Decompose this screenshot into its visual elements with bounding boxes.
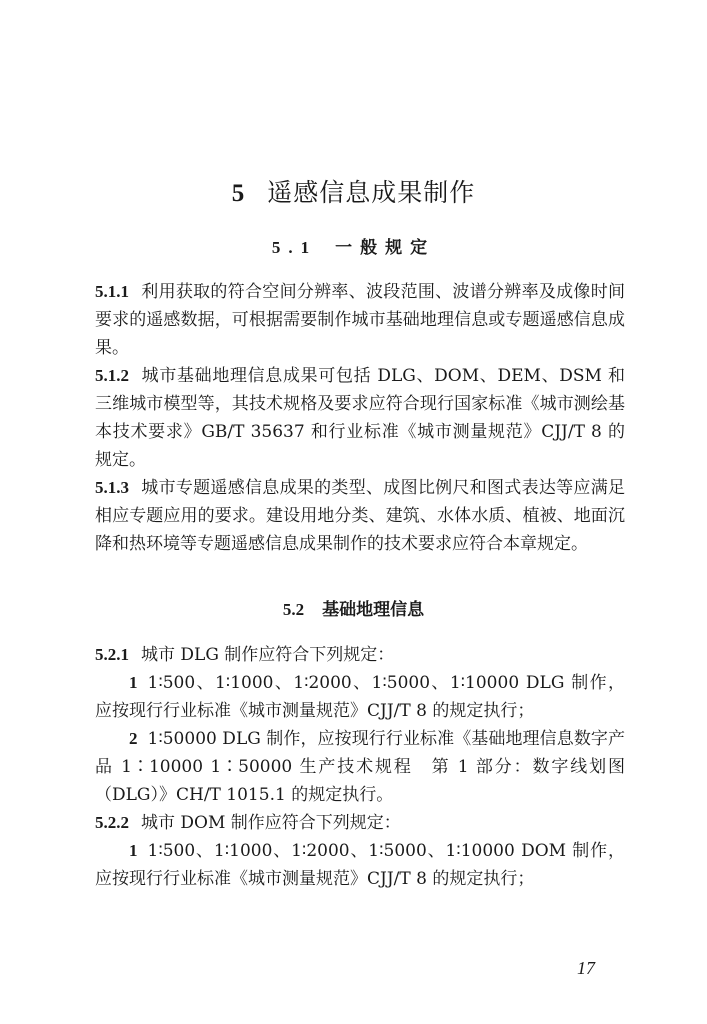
section-title-5-1 [0, 236, 707, 260]
section-title-text: 基础地理信息 [322, 600, 425, 620]
chapter-title-text: 遥感信息成果制作 [267, 178, 476, 207]
clause-5-1-3 [95, 474, 625, 558]
clause-text: 城市 DLG 制作应符合下列规定： [141, 645, 395, 665]
list-item [95, 669, 625, 725]
section-title-text: 一般规定 [335, 238, 436, 258]
chapter-number: 5 [231, 180, 246, 207]
clause-text: 城市 DOM 制作应符合下列规定： [141, 813, 401, 833]
clause-number: 5.2.1 [95, 645, 129, 664]
section-title-5-2 [0, 598, 707, 622]
item-number: 2 [129, 729, 138, 748]
clause-5-2-1 [95, 641, 625, 669]
section-5-1-body [95, 278, 625, 558]
section-number: 5.1 [271, 238, 318, 257]
item-number: 1 [129, 673, 138, 692]
clause-number: 5.2.2 [95, 813, 129, 832]
clause-text: 城市专题遥感信息成果的类型、成图比例尺和图式表达等应满足相应专题应用的要求。建设用地分类、建筑、水体水质、植被、地面沉降和热环境等专题遥感信息成果制作的技术要求应符合本章规定。 [95, 478, 625, 554]
item-number: 1 [129, 841, 138, 860]
page-number: 17 [577, 958, 595, 978]
clause-text: 城市基础地理信息成果可包括 DLG、DOM、DEM、DSM 和三维城市模型等，其技术规格及要求应符合现行国家标准《城市测绘基本技术要求》GB/T 35637 和行业标准《城市测量规范》CJJ/T 8 的规定。 [95, 366, 625, 470]
list-item [95, 837, 625, 893]
item-text: 1∶50000 DLG 制作，应按现行行业标准《基础地理信息数字产品 1∶10000 1∶50000 生产技术规程 第 1 部分：数字线划图（DLG）》CH/T 1015.1 的规定执行。 [95, 729, 625, 805]
clause-5-1-2 [95, 362, 625, 474]
clause-number: 5.1.2 [95, 366, 129, 385]
clause-5-1-1 [95, 278, 625, 362]
clause-5-2-2 [95, 809, 625, 837]
chapter-title [0, 176, 707, 211]
item-text: 1∶500、1∶1000、1∶2000、1∶5000、1∶10000 DLG 制作，应按现行行业标准《城市测量规范》CJJ/T 8 的规定执行； [95, 673, 625, 721]
list-item [95, 725, 625, 809]
section-5-2-body [95, 641, 625, 893]
section-number: 5.2 [282, 600, 305, 619]
clause-text: 利用获取的符合空间分辨率、波段范围、波谱分辨率及成像时间要求的遥感数据，可根据需要制作城市基础地理信息或专题遥感信息成果。 [95, 282, 625, 358]
clause-number: 5.1.3 [95, 478, 129, 497]
clause-number: 5.1.1 [95, 282, 129, 301]
item-text: 1∶500、1∶1000、1∶2000、1∶5000、1∶10000 DOM 制作，应按现行行业标准《城市测量规范》CJJ/T 8 的规定执行； [95, 841, 625, 889]
